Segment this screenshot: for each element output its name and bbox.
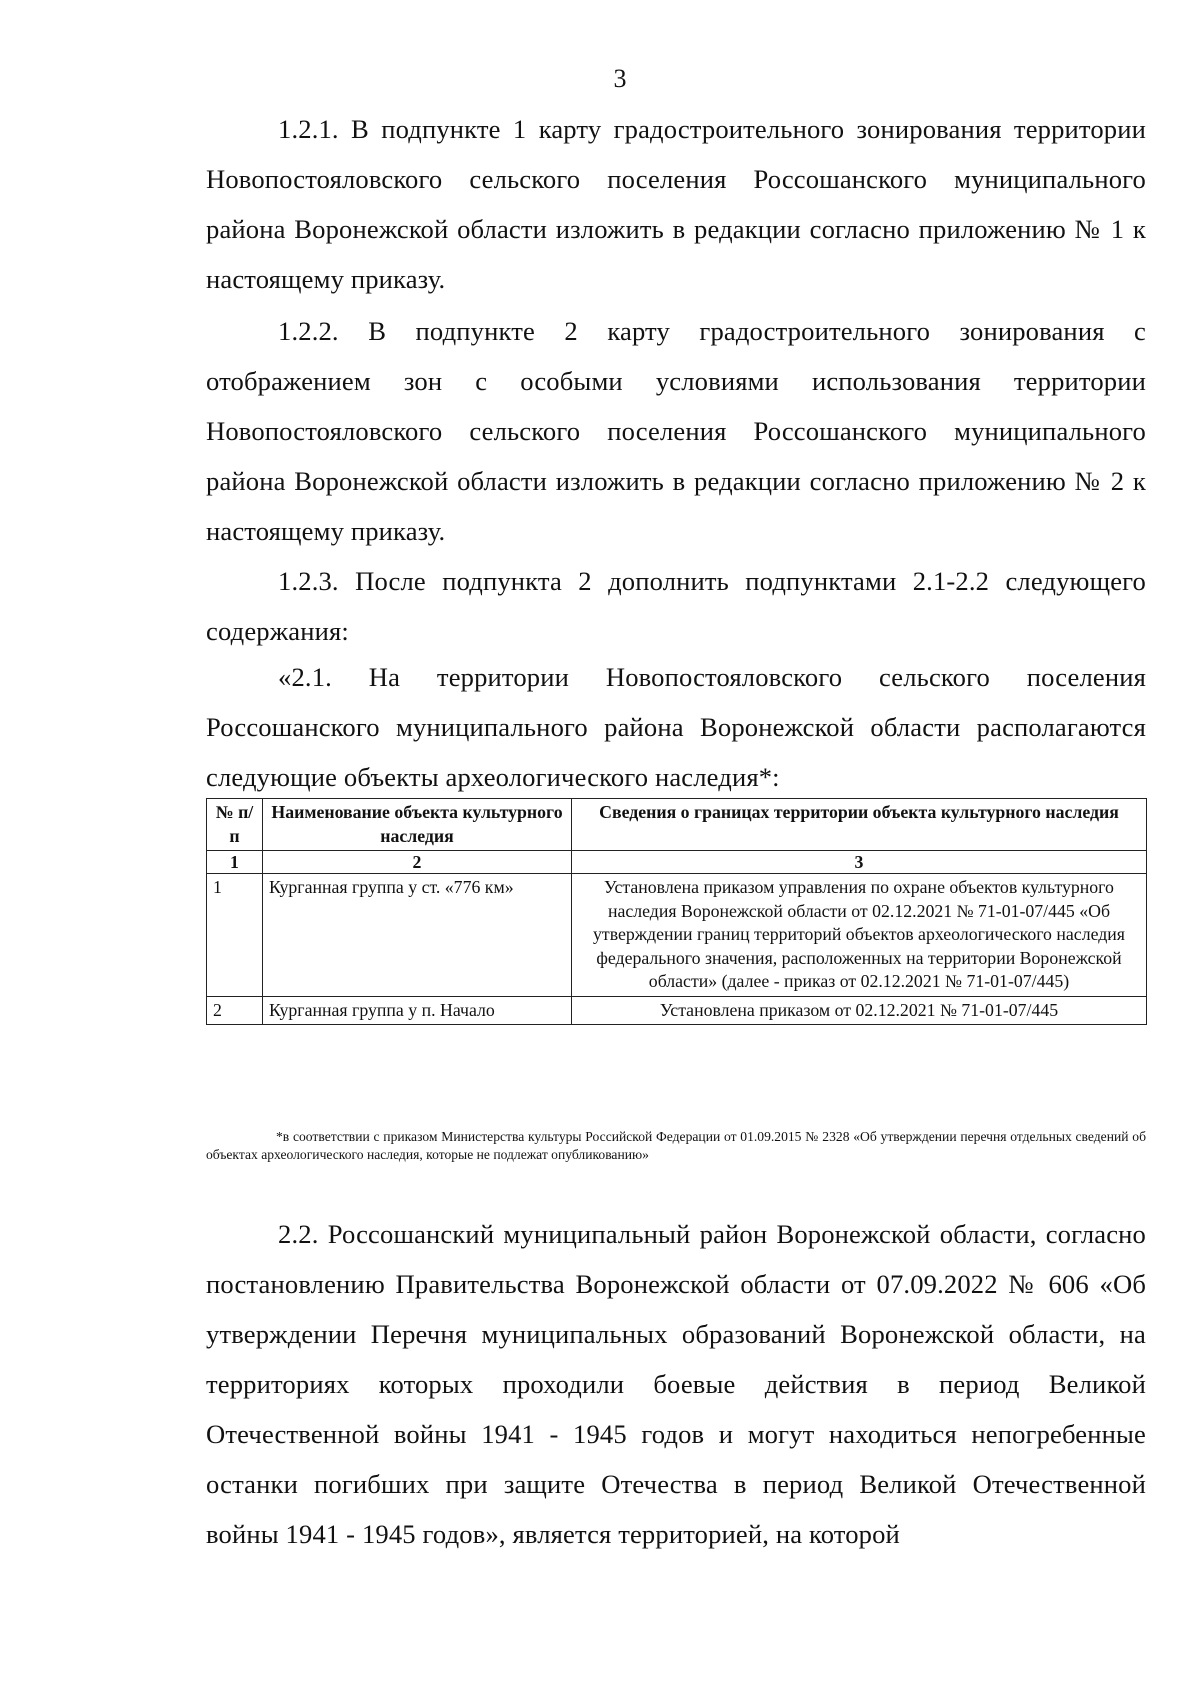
object-name: Курганная группа у п. Начало: [263, 996, 572, 1025]
table-row: [207, 874, 1147, 997]
header-number: № п/п: [207, 799, 263, 851]
paragraph-2-2: 2.2. Россошанский муниципальный район Воронежской области, согласно постановлению Правительства Воронежской области от 07.09.2022 № 606 «Об утверждении Перечня муниципальных образований Воронежской области, на территориях которых проходили боевые действия в период Великой Отечественной войны 1941 - 1945 годов и могут находиться непогребенные останки погибших при защите Отечества в период Великой Отечественной войны 1941 - 1945 годов», является территорией, на которой: [206, 1219, 1146, 1549]
table-row: [207, 996, 1147, 1025]
paragraph-2-1: «2.1. На территории Новопостояловского сельского поселения Россошанского муниципального района Воронежской области располагаются следующие объекты археологического наследия*:: [206, 662, 1146, 792]
column-number: 3: [572, 851, 1147, 874]
row-number: 2: [207, 996, 263, 1025]
table-footnote: *в соответствии с приказом Министерства культуры Российской Федерации от 01.09.2015 № 2328 «Об утверждении перечня отдельных сведений об объектах археологического наследия, которые не подлежат опубликованию»: [206, 1129, 1146, 1162]
paragraph-1-2-2: 1.2.2. В подпункте 2 карту градостроительного зонирования с отображением зон с особыми условиями использования территории Новопостояловского сельского поселения Россошанского муниципального района Воронежской области изложить в редакции согласно приложению № 2 к настоящему приказу.: [206, 316, 1146, 546]
object-name: Курганная группа у ст. «776 км»: [263, 874, 572, 997]
column-number: 2: [263, 851, 572, 874]
paragraph-1-2-3: 1.2.3. После подпункта 2 дополнить подпунктами 2.1-2.2 следующего содержания:: [206, 566, 1146, 646]
boundaries-info: Установлена приказом управления по охране объектов культурного наследия Воронежской области от 02.12.2021 № 71-01-07/445 «Об утверждении границ территорий объектов археологического наследия федерального значения, расположенных на территории Воронежской области» (далее - приказ от 02.12.2021 № 71-01-07/445): [572, 874, 1147, 997]
table-header-row: [207, 799, 1147, 851]
row-number: 1: [207, 874, 263, 997]
page-number: 3: [613, 64, 627, 93]
column-number-row: [207, 851, 1147, 874]
paragraph-1-2-1: 1.2.1. В подпункте 1 карту градостроительного зонирования территории Новопостояловского сельского поселения Россошанского муниципального района Воронежской области изложить в редакции согласно приложению № 1 к настоящему приказу.: [206, 114, 1146, 294]
header-boundaries-info: Сведения о границах территории объекта культурного наследия: [572, 799, 1147, 851]
header-object-name: Наименование объекта культурного наследия: [263, 799, 572, 851]
column-number: 1: [207, 851, 263, 874]
boundaries-info: Установлена приказом от 02.12.2021 № 71-01-07/445: [572, 996, 1147, 1025]
heritage-objects-table: [206, 798, 1147, 1025]
